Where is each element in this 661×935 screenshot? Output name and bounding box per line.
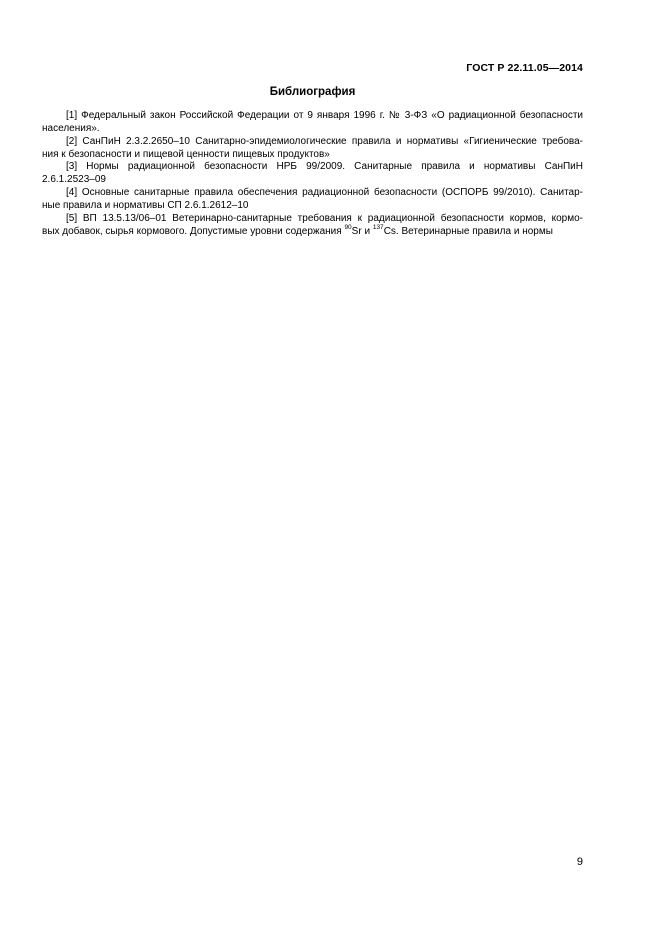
entry-5-sr-and-text: Sr и [351,225,373,237]
bibliography-list [42,110,583,238]
bibliography-entry-2-line-2: ния к безопасности и пищевой ценности пищевых продуктов» [42,148,330,160]
bibliography-entry-1-line-1: [1] Федеральный закон Российской Федерации от 9 января 1996 г. № 3-ФЗ «О радиационной безопасности [66,110,583,121]
bibliography-entry-3-line-2: 2.6.1.2523–09 [42,174,106,186]
cesium-mass-number-superscript: 137 [372,223,384,231]
bibliography-entry-1-line-2: населения». [42,122,100,134]
bibliography-entry-4-line-2: ные правила и нормативы СП 2.6.1.2612–10 [42,199,249,211]
entry-5-text-before-sr: вых добавок, сырья кормового. Допустимые уровни содержания [42,225,345,237]
standard-code-header: ГОСТ Р 22.11.05—2014 [466,62,583,74]
bibliography-entry-2-line-1: [2] СанПиН 2.3.2.2650–10 Санитарно-эпидемиологические правила и нормативы «Гигиенические требова- [66,135,583,147]
bibliography-entry-4-line-1: [4] Основные санитарные правила обеспечения радиационной безопасности (ОСПОРБ 99/2010). Санитар- [66,187,583,199]
page-number: 9 [576,856,583,868]
text-column [42,0,583,935]
bibliography-entry-5-line-2 [42,223,583,239]
bibliography-entry-3-line-1: [3] Нормы радиационной безопасности НРБ 99/2009. Санитарные правила и нормативы СанПиН [66,161,583,173]
entry-5-cs-tail-text: Cs. Ветеринарные правила и нормы [383,225,553,237]
section-title: Библиография [269,86,356,98]
bibliography-entry-5-line-1: [5] ВП 13.5.13/06–01 Ветеринарно-санитарные требования к радиационной безопасности кормов, кормо- [66,212,583,224]
strontium-mass-number-superscript: 90 [344,223,352,231]
